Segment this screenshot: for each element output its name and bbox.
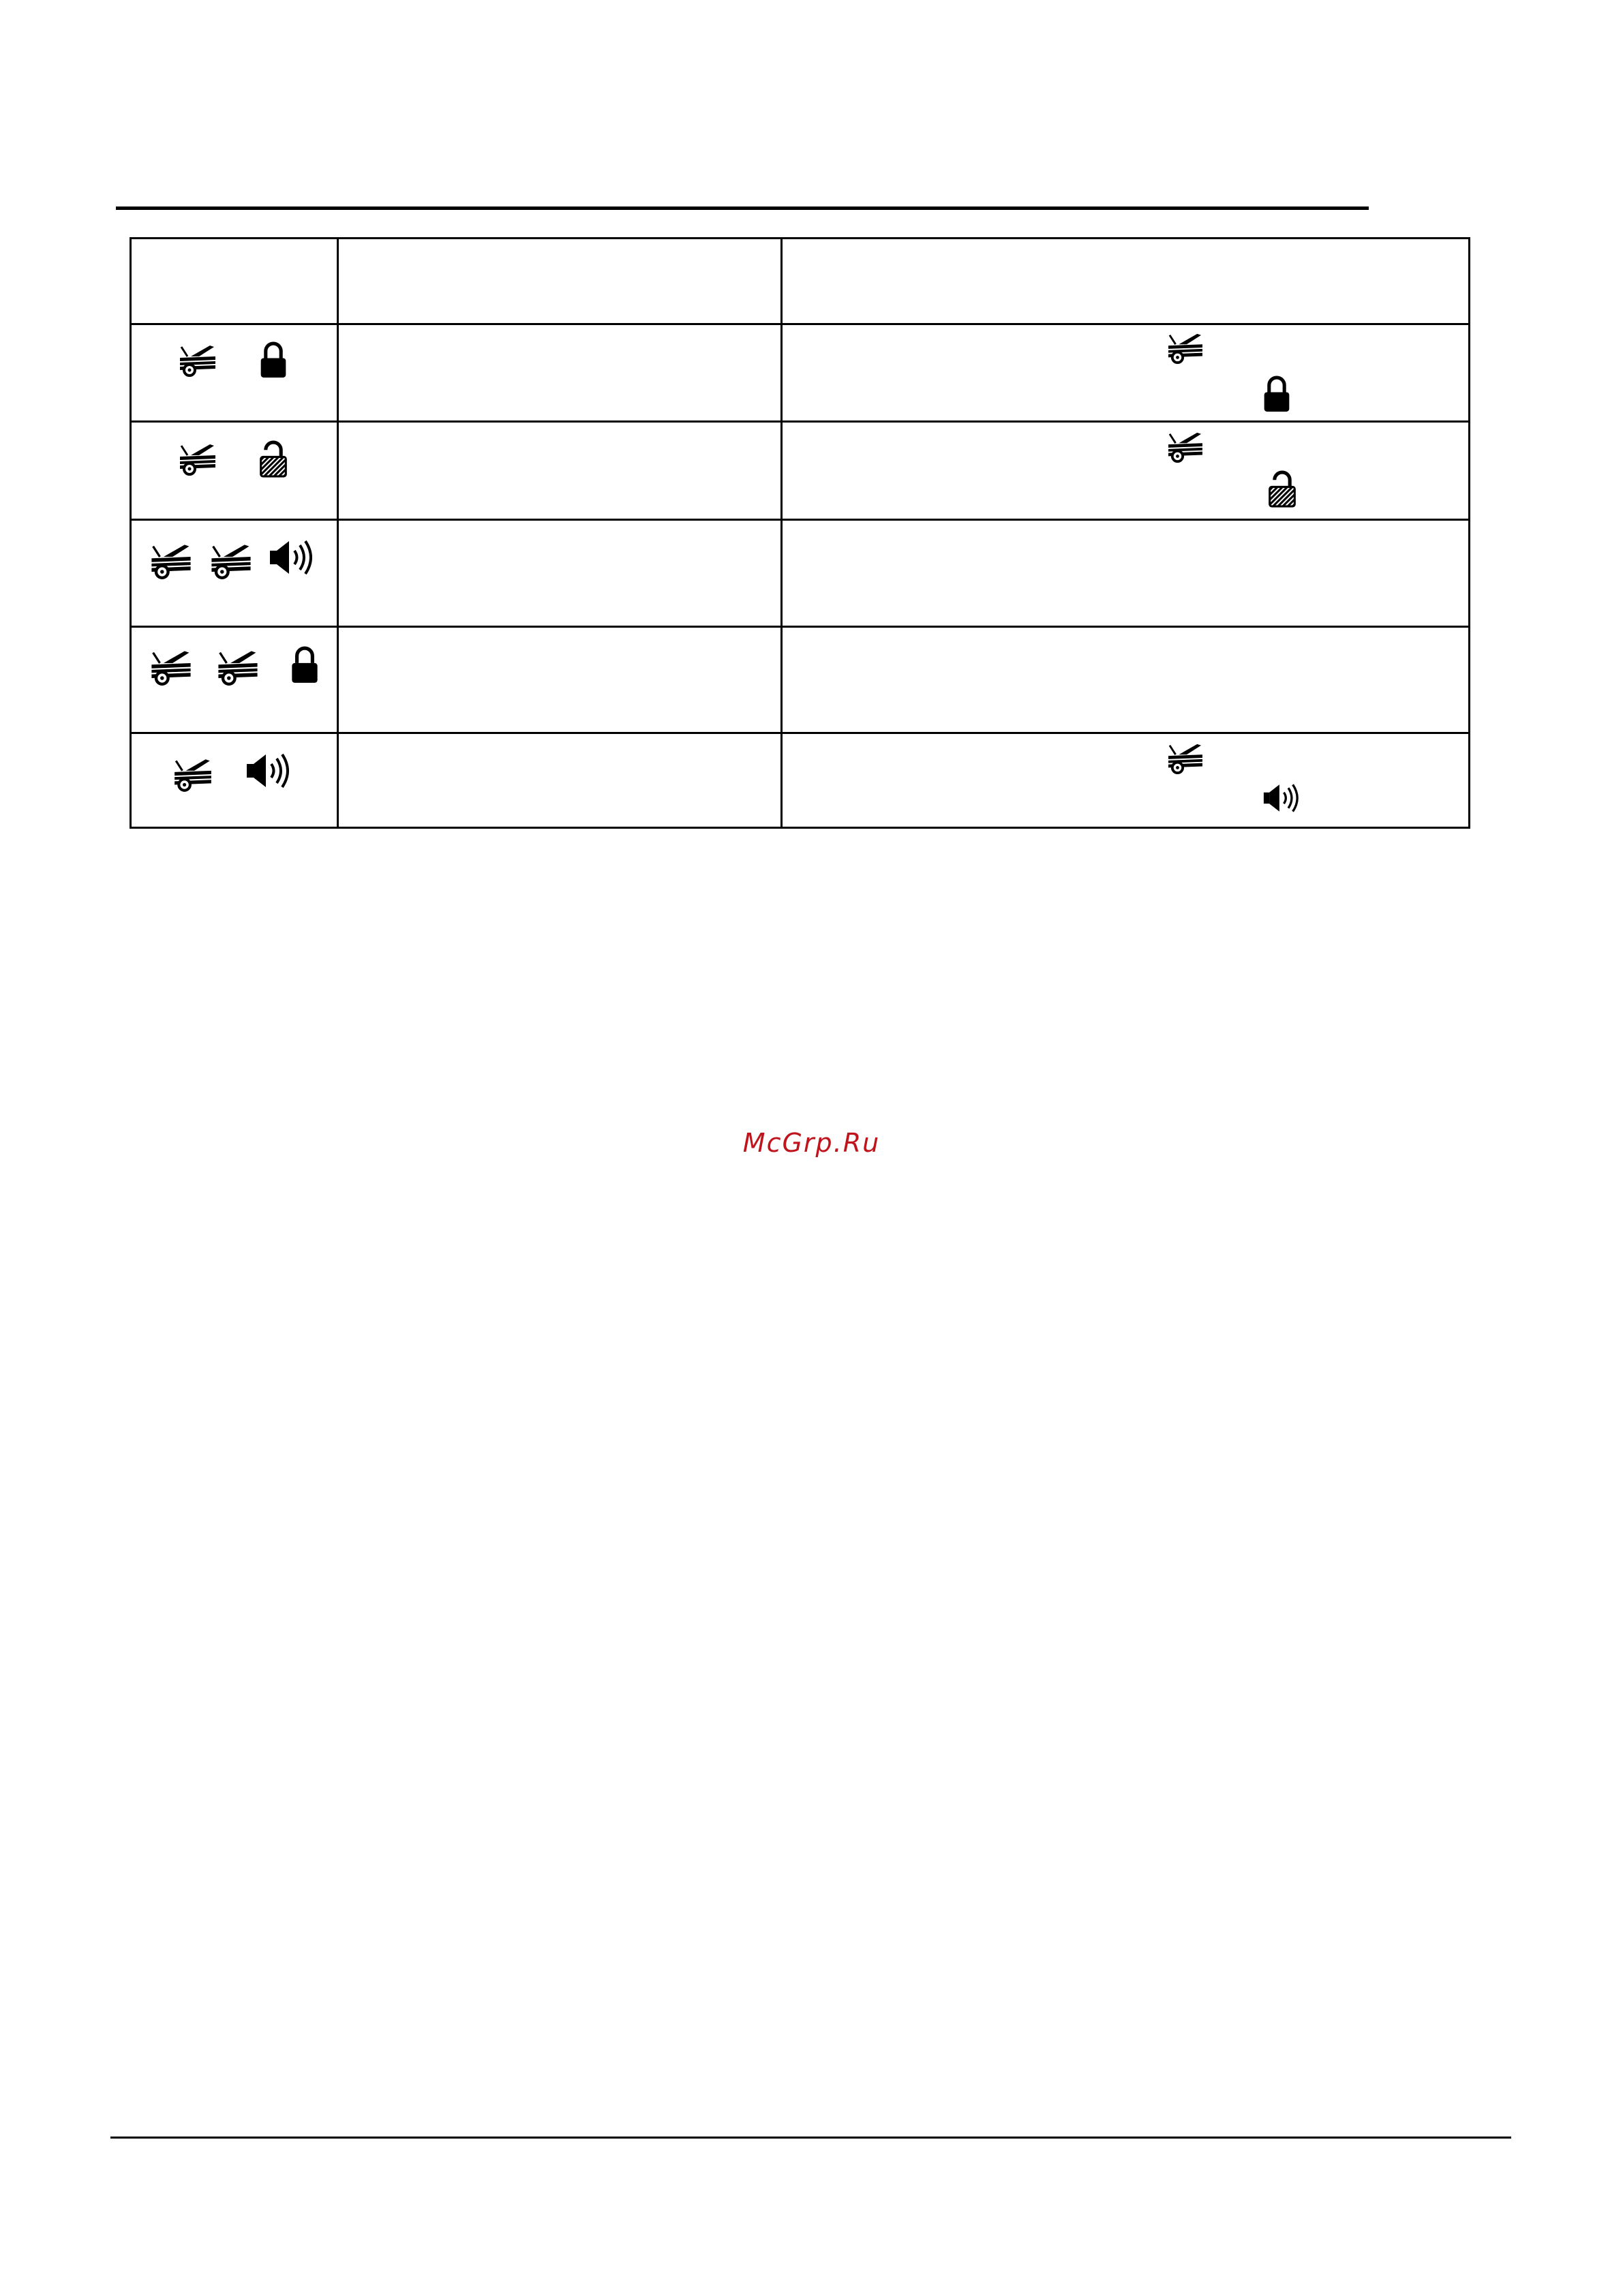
table-row-separator (130, 420, 1470, 423)
car-hood-open-icon (149, 648, 194, 686)
speaker-siren-icon (245, 751, 293, 791)
table-column-separator (337, 237, 339, 829)
car-hood-open-icon (177, 343, 218, 377)
padlock-unlocked-icon (259, 440, 288, 478)
car-hood-open-icon (1166, 741, 1205, 774)
car-hood-open-icon (1166, 430, 1205, 463)
padlock-locked-icon (259, 341, 288, 379)
table-column-separator (780, 237, 783, 829)
speaker-siren-icon (1262, 782, 1302, 814)
indication-table (130, 237, 1470, 829)
table-border-right (1468, 237, 1470, 829)
table-row-separator (130, 519, 1470, 521)
table-border-bottom (130, 827, 1470, 829)
car-hood-open-icon (177, 442, 218, 476)
table-header-separator (130, 323, 1470, 325)
watermark: McGrp.Ru (742, 1128, 881, 1158)
car-hood-open-icon (172, 756, 214, 792)
car-hood-open-icon (209, 542, 254, 579)
padlock-locked-icon (290, 646, 319, 684)
header-rule (116, 206, 1369, 210)
table-row-separator (130, 732, 1470, 734)
footer-rule (110, 2137, 1511, 2139)
padlock-unlocked-icon (1268, 470, 1296, 508)
table-border-left (130, 237, 132, 829)
car-hood-open-icon (215, 648, 260, 686)
table-border-top (130, 237, 1470, 239)
speaker-siren-icon (269, 538, 316, 577)
car-hood-open-icon (149, 542, 194, 579)
padlock-locked-icon (1262, 376, 1291, 413)
car-hood-open-icon (1166, 331, 1205, 364)
table-row-separator (130, 626, 1470, 628)
